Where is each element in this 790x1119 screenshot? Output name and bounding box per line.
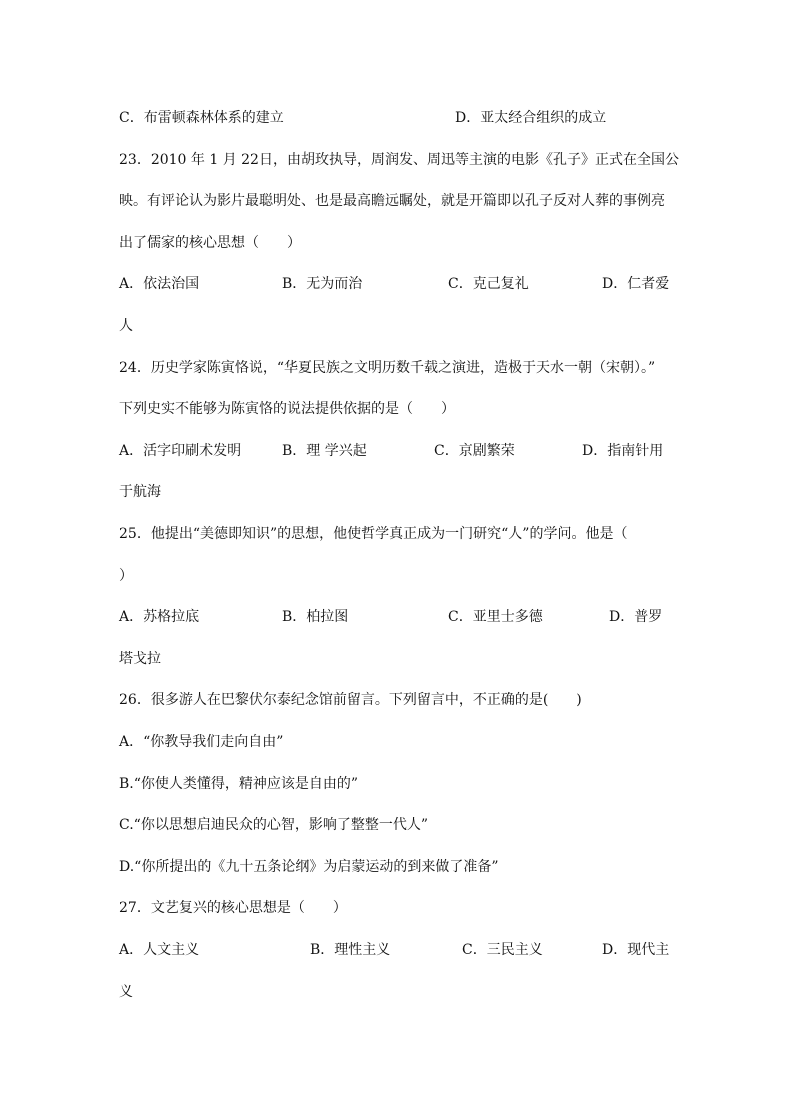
q25-option-d-wrap: 塔戈拉	[119, 651, 161, 667]
q25-stem-line-2: ）	[119, 568, 133, 584]
q27-option-d: D．现代主	[602, 942, 670, 958]
q24-option-a: A．活字印刷术发明	[119, 443, 242, 459]
q26-option-c: C.“你以思想启迪民众的心智，影响了整整一代人”	[119, 817, 428, 833]
q23-option-d: D．仁者爱	[602, 276, 670, 292]
q23-stem-line-2: 映。有评论认为影片最聪明处、也是最高瞻远瞩处，就是开篇即以孔子反对人葬的事例亮	[119, 193, 665, 209]
q26-option-d: D.“你所提出的《九十五条论纲》为启蒙运动的到来做了准备”	[119, 859, 499, 875]
q23-option-b: B．无为而治	[282, 276, 363, 292]
q23-stem-line-3: 出了儒家的核心思想（ ）	[119, 235, 301, 251]
q24-option-d: D．指南针用	[582, 443, 664, 459]
q22-option-d: D．亚太经合组织的成立	[455, 110, 607, 126]
q25-option-d: D．普罗	[609, 609, 663, 625]
q22-option-c: C．布雷顿森林体系的建立	[119, 110, 284, 126]
q24-option-d-wrap: 于航海	[119, 484, 161, 500]
q23-stem-line-1: 23．2010 年 1 月 22日，由胡玫执导，周润发、周迅等主演的电影《孔子》正式在全国公	[119, 152, 679, 168]
q24-stem-line-1: 24．历史学家陈寅恪说，“华夏民族之文明历数千载之演进，造极于天水一朝（宋朝）。”	[119, 360, 656, 376]
q27-option-a: A．人文主义	[119, 942, 200, 958]
q26-option-b: B.“你使人类懂得，精神应该是自由的”	[119, 776, 359, 792]
q25-option-b: B．柏拉图	[282, 609, 349, 625]
q25-stem-line-1: 25．他提出“美德即知识”的思想，他使哲学真正成为一门研究“人”的学问。他是（	[119, 526, 628, 542]
q23-option-c: C．克己复礼	[448, 276, 529, 292]
q27-stem: 27．文艺复兴的核心思想是（ ）	[119, 900, 347, 916]
q25-option-c: C．亚里士多德	[448, 609, 543, 625]
q26-stem: 26．很多游人在巴黎伏尔泰纪念馆前留言。下列留言中，不正确的是( )	[119, 692, 582, 708]
q27-option-b: B．理性主义	[310, 942, 391, 958]
q24-option-b: B．理 学兴起	[282, 443, 367, 459]
q24-stem-line-2: 下列史实不能够为陈寅恪的说法提供依据的是（ ）	[119, 401, 455, 417]
q27-option-d-wrap: 义	[119, 984, 133, 1000]
q26-option-a: A．“你教导我们走向自由”	[119, 734, 284, 750]
q23-option-d-wrap: 人	[119, 318, 133, 334]
q25-option-a: A．苏格拉底	[119, 609, 200, 625]
q27-option-c: C．三民主义	[462, 942, 543, 958]
q23-option-a: A．依法治国	[119, 276, 200, 292]
q24-option-c: C．京剧繁荣	[434, 443, 515, 459]
